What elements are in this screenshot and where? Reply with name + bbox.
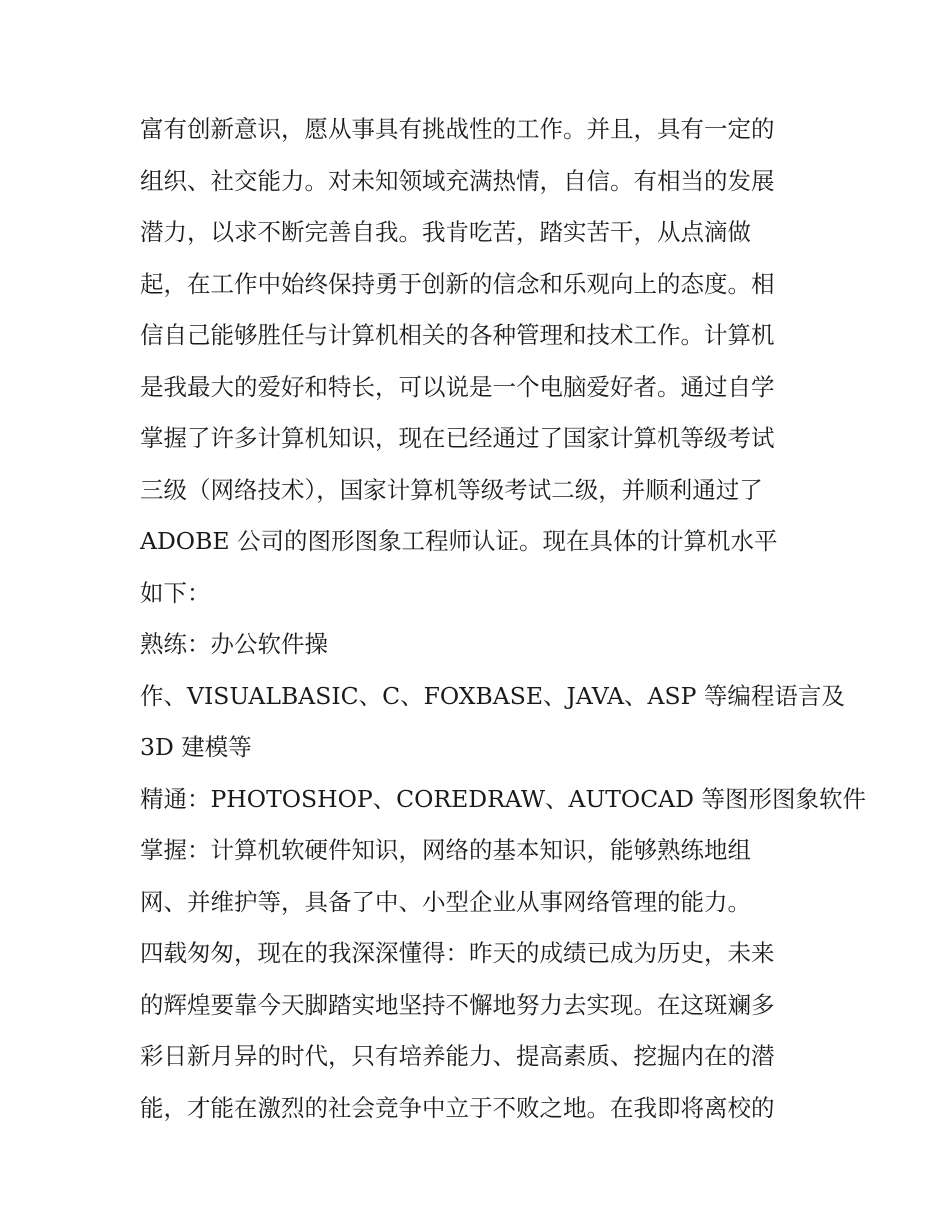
text-line: 彩日新月异的时代，只有培养能力、提高素质、挖掘内在的潜 bbox=[140, 1042, 775, 1070]
text-line: 3D 建模等 bbox=[140, 733, 252, 761]
text-line: 三级（网络技术），国家计算机等级考试二级，并顺利通过了 bbox=[140, 475, 763, 504]
document-body bbox=[140, 104, 866, 1134]
text-line: 网、并维护等，具备了中、小型企业从事网络管理的能力。 bbox=[140, 887, 751, 916]
text-line: 潜力，以求不断完善自我。我肯吃苦，踏实苦干，从点滴做 bbox=[140, 218, 751, 246]
text-line: 能，才能在激烈的社会竞争中立于不败之地。在我即将离校的 bbox=[140, 1093, 775, 1122]
text-line: 如下： bbox=[140, 578, 211, 607]
text-line: 是我最大的爱好和特长，可以说是一个电脑爱好者。通过自学 bbox=[140, 372, 775, 401]
text-line: 信自己能够胜任与计算机相关的各种管理和技术工作。计算机 bbox=[140, 321, 775, 349]
text-line: 掌握：计算机软硬件知识，网络的基本知识，能够熟练地组 bbox=[140, 836, 751, 864]
text-line: 富有创新意识，愿从事具有挑战性的工作。并且，具有一定的 bbox=[140, 115, 775, 143]
text-line: 熟练：办公软件操 bbox=[140, 630, 328, 658]
text-line: 的辉煌要靠今天脚踏实地坚持不懈地努力去实现。在这斑斓多 bbox=[140, 990, 775, 1019]
text-line: 作、VISUALBASIC、C、FOXBASE、JAVA、ASP 等编程语言及 bbox=[140, 681, 845, 710]
text-line: 起，在工作中始终保持勇于创新的信念和乐观向上的态度。相 bbox=[140, 269, 775, 298]
text-line: 精通：PHOTOSHOP、COREDRAW、AUTOCAD 等图形图象软件 bbox=[140, 784, 866, 813]
text-line: ADOBE 公司的图形图象工程师认证。现在具体的计算机水平 bbox=[140, 527, 778, 555]
text-line: 掌握了许多计算机知识，现在已经通过了国家计算机等级考试 bbox=[140, 424, 775, 452]
text-line: 四载匆匆，现在的我深深懂得：昨天的成绩已成为历史，未来 bbox=[140, 939, 775, 967]
text-line: 组织、社交能力。对未知领域充满热情，自信。有相当的发展 bbox=[140, 166, 775, 195]
